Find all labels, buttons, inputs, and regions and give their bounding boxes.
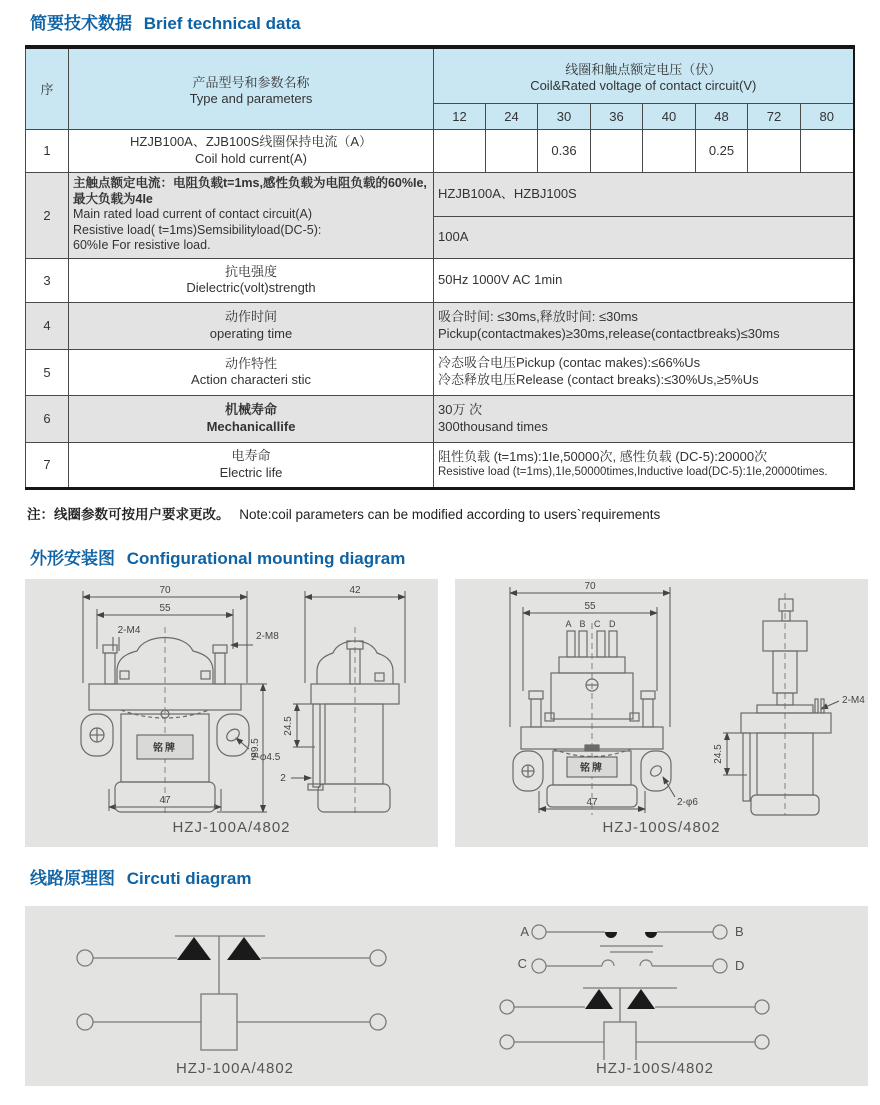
dim-inner-width: 55 bbox=[584, 600, 596, 612]
section-title-circuit bbox=[0, 847, 880, 889]
value-line2: Resistive load (t=1ms),1Ie,50000times,Inductive load(DC-5):1Ie,20000times. bbox=[438, 466, 828, 479]
value-cell: 100A bbox=[434, 216, 854, 258]
header-voltage-zh: 线圈和触点额定电压（伏） bbox=[565, 61, 722, 77]
value-line1: 阻性负载 (t=1ms):1Ie,50000次, 感性负载 (DC-5):20000次 bbox=[438, 448, 768, 464]
dim-side-width: 42 bbox=[349, 584, 361, 596]
section-title-mounting-zh: 外形安装图 bbox=[30, 548, 115, 568]
table-row-3 bbox=[26, 258, 854, 302]
mounting-caption-100a: HZJ-100A/4802 bbox=[172, 818, 291, 836]
value-cell: 0.25 bbox=[696, 129, 748, 172]
dim-bottom-width: 47 bbox=[159, 794, 171, 806]
value-line2: 冷态释放电压Release (contact breaks):≤30%Us,≥5%Us bbox=[438, 372, 759, 387]
voltage-col: 80 bbox=[801, 103, 854, 129]
terminal-label-a: A bbox=[520, 923, 529, 939]
row-name-zh: 机械寿命 bbox=[224, 402, 277, 418]
row-name-zh: 动作特性 bbox=[224, 355, 277, 371]
mounting-caption-100s: HZJ-100S/4802 bbox=[602, 818, 721, 836]
header-type-zh: 产品型号和参数名称 bbox=[192, 74, 310, 90]
value-cell bbox=[434, 129, 486, 172]
value-cell bbox=[591, 129, 643, 172]
row-name-zh: 主触点额定电流：电阻负载t=1ms,感性负载为电阻负载的60%Ie,最大负载为4Ie bbox=[73, 175, 427, 206]
voltage-col: 30 bbox=[538, 103, 591, 129]
voltage-col: 36 bbox=[591, 103, 643, 129]
circuit-caption-100a: HZJ-100A/4802 bbox=[175, 1059, 295, 1077]
section-title-technical-en: Brief technical data bbox=[143, 14, 301, 33]
coil-symbol bbox=[201, 994, 237, 1050]
table-header-row bbox=[26, 47, 854, 103]
contact-symbol-left bbox=[585, 989, 613, 1009]
row-name-en: Coil hold current(A) bbox=[195, 150, 307, 166]
value-cell: HZJB100A、HZBJ100S bbox=[434, 172, 854, 216]
terminal-label-b: B bbox=[735, 923, 744, 939]
row-seq: 4 bbox=[26, 302, 69, 349]
voltage-col: 12 bbox=[434, 103, 486, 129]
dim-hole: 2-φ6 bbox=[677, 796, 698, 808]
row-name-en: Mechanicallife bbox=[206, 418, 296, 434]
nameplate-text: 铭牌 bbox=[580, 762, 604, 774]
value-cell bbox=[801, 129, 854, 172]
row-name-zh: 电寿命 bbox=[231, 448, 271, 464]
row-seq: 2 bbox=[26, 172, 69, 258]
circuit-drawing-100a bbox=[25, 910, 445, 1060]
circuit-wires bbox=[77, 936, 386, 1050]
table-row-4 bbox=[26, 302, 854, 349]
dim-side-height: 24.5 bbox=[283, 715, 294, 736]
table-row-6 bbox=[26, 395, 854, 442]
terminal-circle bbox=[532, 959, 546, 973]
circuit-100a bbox=[25, 906, 445, 1086]
dim-top-width: 70 bbox=[159, 584, 171, 596]
circuit-diagrams bbox=[25, 906, 868, 1086]
terminal-circle bbox=[77, 950, 93, 966]
relay-front-view bbox=[513, 623, 671, 815]
header-type-en: Type and parameters bbox=[189, 90, 313, 106]
note-en: Note:coil parameters can be modified according to users`requirements bbox=[239, 506, 661, 522]
row-name bbox=[69, 302, 434, 349]
contact-gap bbox=[602, 960, 614, 966]
table-row-2 bbox=[26, 172, 854, 216]
table-row-7 bbox=[26, 442, 854, 488]
contact-gap bbox=[640, 960, 652, 966]
contact-dot bbox=[645, 932, 657, 938]
section-title-mounting-en: Configurational mounting diagram bbox=[126, 548, 406, 568]
value-cell bbox=[434, 349, 854, 395]
value-cell: 50Hz 1000V AC 1min bbox=[434, 258, 854, 302]
section-title-circuit-zh: 线路原理图 bbox=[30, 868, 115, 888]
row-seq: 5 bbox=[26, 349, 69, 395]
voltage-col: 72 bbox=[748, 103, 801, 129]
contact-symbol-right bbox=[627, 989, 655, 1009]
dim-bottom-width: 47 bbox=[586, 796, 598, 808]
voltage-col: 40 bbox=[643, 103, 696, 129]
terminal-circle bbox=[755, 1035, 769, 1049]
row-name-zh: 抗电强度 bbox=[224, 263, 277, 279]
row-name bbox=[69, 172, 434, 258]
row-name-zh: HZJB100A、ZJB100S线圈保持电流（A） bbox=[129, 134, 372, 150]
row-name bbox=[69, 349, 434, 395]
table-row-1 bbox=[26, 129, 854, 172]
relay-side-view bbox=[741, 593, 831, 815]
row-name-en: Dielectric(volt)strength bbox=[186, 280, 316, 295]
mounting-panel-100s bbox=[455, 579, 868, 847]
row-name-en: operating time bbox=[209, 325, 293, 341]
circuit-drawing-100s bbox=[445, 910, 865, 1060]
circuit-caption-100s: HZJ-100S/4802 bbox=[595, 1059, 715, 1077]
value-cell bbox=[486, 129, 538, 172]
dim-bolt-left: 2-M4 bbox=[117, 624, 141, 636]
row-name-en1: Main rated load current of contact circuit(A) bbox=[73, 207, 312, 222]
mounting-diagrams bbox=[25, 579, 880, 847]
circuit-100s bbox=[445, 906, 865, 1086]
coil-symbol bbox=[604, 1022, 636, 1060]
dim-height: 89.5 bbox=[250, 737, 261, 758]
row-name-en3: 60%Ie For resistive load. bbox=[73, 238, 211, 253]
section-title-mounting bbox=[0, 523, 880, 569]
value-line1: 吸合时间: ≤30ms,释放时间: ≤30ms bbox=[438, 308, 638, 324]
value-cell bbox=[434, 302, 854, 349]
header-voltage bbox=[434, 47, 854, 103]
header-type bbox=[69, 47, 434, 129]
dim-hole: 2-φ4.5 bbox=[251, 751, 281, 763]
table-row-5 bbox=[26, 349, 854, 395]
terminal-circle bbox=[500, 1000, 514, 1014]
pin-labels: A B C D bbox=[565, 618, 619, 629]
technical-data-table bbox=[25, 45, 855, 490]
row-name bbox=[69, 442, 434, 488]
terminal-circle bbox=[755, 1000, 769, 1014]
row-name-en2: Resistive load( t=1ms)Semsibilityload(DC-5): bbox=[73, 222, 322, 237]
value-line1: 30万 次 bbox=[438, 401, 483, 417]
terminal-circle bbox=[500, 1035, 514, 1049]
mounting-drawing-100s bbox=[455, 579, 868, 819]
terminal-circle bbox=[77, 1014, 93, 1030]
row-name bbox=[69, 395, 434, 442]
contact-symbol-left bbox=[177, 937, 211, 960]
header-voltage-en: Coil&Rated voltage of contact circuit(V) bbox=[530, 77, 757, 93]
terminal-circle bbox=[370, 950, 386, 966]
terminal-circle bbox=[370, 1014, 386, 1030]
row-name bbox=[69, 129, 434, 172]
row-seq: 7 bbox=[26, 442, 69, 488]
section-title-technical bbox=[0, 0, 880, 34]
relay-front-view bbox=[81, 624, 249, 815]
dim-side-offset: 2 bbox=[280, 772, 286, 784]
voltage-col: 48 bbox=[696, 103, 748, 129]
row-seq: 3 bbox=[26, 258, 69, 302]
header-seq: 序 bbox=[26, 47, 69, 129]
value-cell bbox=[748, 129, 801, 172]
row-seq: 1 bbox=[26, 129, 69, 172]
note-zh: 注：线圈参数可按用户要求更改。 bbox=[27, 506, 230, 522]
section-title-technical-zh: 简要技术数据 bbox=[30, 14, 132, 33]
dim-top-width: 70 bbox=[584, 580, 596, 592]
value-line1: 冷态吸合电压Pickup (contac makes):≤66%Us bbox=[438, 355, 701, 371]
mounting-panel-100a bbox=[25, 579, 438, 847]
terminal-label-c: C bbox=[517, 955, 527, 971]
value-cell bbox=[643, 129, 696, 172]
row-name-en: Electric life bbox=[219, 464, 283, 480]
row-name-en: Action characteri stic bbox=[191, 372, 311, 387]
terminal-circle bbox=[713, 959, 727, 973]
contact-dot bbox=[605, 932, 617, 938]
value-cell bbox=[434, 442, 854, 488]
voltage-col: 24 bbox=[486, 103, 538, 129]
dim-inner-width: 55 bbox=[159, 602, 171, 614]
relay-side-view bbox=[308, 627, 399, 815]
dim-side-height: 24.5 bbox=[713, 743, 724, 764]
section-title-circuit-en: Circuti diagram bbox=[126, 868, 252, 888]
value-line2: 300thousand times bbox=[438, 418, 548, 434]
terminal-circle bbox=[713, 925, 727, 939]
contact-symbol-right bbox=[227, 937, 261, 960]
nameplate-text: 铭牌 bbox=[153, 742, 177, 754]
mounting-drawing-100a bbox=[25, 579, 438, 819]
dim-side-bolt: 2-M4 bbox=[842, 694, 865, 706]
table-note bbox=[27, 503, 880, 523]
terminal-label-d: D bbox=[735, 957, 745, 973]
value-line2: Pickup(contactmakes)≥30ms,release(contactbreaks)≤30ms bbox=[438, 325, 780, 341]
value-cell bbox=[434, 395, 854, 442]
row-seq: 6 bbox=[26, 395, 69, 442]
terminal-circle bbox=[532, 925, 546, 939]
row-name-zh: 动作时间 bbox=[224, 309, 277, 325]
row-name bbox=[69, 258, 434, 302]
dim-bolt-right: 2-M8 bbox=[256, 630, 279, 642]
value-cell: 0.36 bbox=[538, 129, 591, 172]
aux-contacts bbox=[532, 925, 727, 973]
